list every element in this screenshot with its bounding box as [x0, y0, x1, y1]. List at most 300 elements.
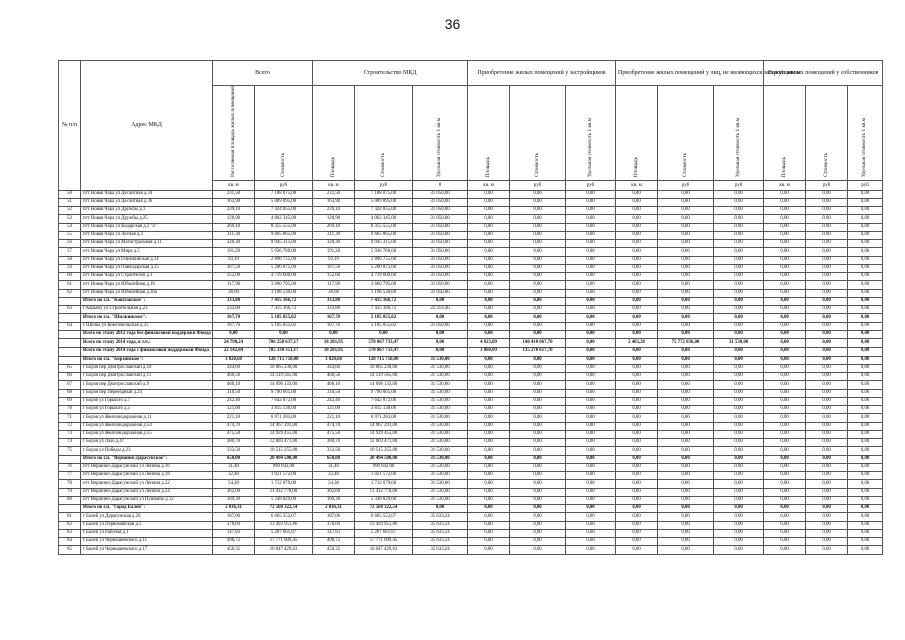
row-address: пгт Новая Чара ул Юбилейная д.18 [81, 281, 213, 289]
row-value: 14 519 565,00 [255, 373, 313, 381]
unit-cell: руб [510, 180, 566, 190]
row-value: 2 890 755,00 [355, 256, 413, 264]
row-value: 0,00 [616, 529, 658, 537]
row-value: 10 515 255,00 [355, 447, 413, 455]
row-value: 0,00 [616, 463, 658, 471]
row-value: 128,90 [213, 215, 255, 223]
row-value: 0,00 [616, 281, 658, 289]
row-value: 128,90 [313, 215, 355, 223]
row-value: 0,00 [658, 330, 714, 339]
row-value: 0,00 [468, 389, 510, 397]
row-value: 0,00 [764, 281, 806, 289]
row-value: 0,00 [616, 215, 658, 223]
row-value: 0,00 [848, 256, 883, 264]
row-value: 8 355 555,00 [255, 223, 313, 231]
row-value: 72 568 322,54 [255, 505, 313, 513]
row-value: 0,00 [616, 240, 658, 248]
row-address: г Борзя ул Железнодорожная д.55 [81, 430, 213, 438]
row-value: 0,00 [764, 496, 806, 504]
row-value: 9 665 865,00 [255, 231, 313, 239]
row-value: 4 023,89 [468, 339, 510, 348]
row-value: 32,40 [213, 472, 255, 480]
row-address: пгт Новая Чара ул Строителей д.1 [81, 273, 213, 281]
row-value: 0,00 [848, 538, 883, 546]
row-value: 0,00 [566, 297, 616, 305]
row-value: 0,00 [848, 289, 883, 297]
row-value: 0,00 [566, 223, 616, 231]
row-value: 1 712 079,00 [255, 480, 313, 488]
row-value: 0,00 [658, 273, 714, 281]
row-value: 0,00 [616, 447, 658, 455]
row-value: 0,00 [413, 314, 468, 322]
row-value: 0,00 [806, 322, 848, 330]
row-value: 0,00 [848, 207, 883, 215]
row-value: 5 338 029,00 [355, 496, 413, 504]
row-value: 0,00 [510, 356, 566, 364]
row-value: 0,00 [510, 281, 566, 289]
row-value: 0,00 [616, 231, 658, 239]
row-value: 0,00 [510, 529, 566, 537]
row-value: 2 890 755,00 [255, 256, 313, 264]
row-value: 0,00 [510, 521, 566, 529]
row-number: 73 [59, 430, 81, 438]
row-address: Итого по г.п. "Город Балей": [81, 505, 213, 513]
row-number: 66 [59, 373, 81, 381]
row-value: 0,00 [764, 463, 806, 471]
row-value: 0,00 [714, 322, 764, 330]
row-value: 0,00 [658, 480, 714, 488]
row-value: 0,00 [806, 297, 848, 305]
row-address: пгт Вершино-Дарасунский ул Ленина д.22 [81, 480, 213, 488]
row-address: Всего по этапу 2014 года с финансовой поддержкой Фонда [81, 348, 213, 357]
row-value: 0,00 [616, 430, 658, 438]
row-value: 0,00 [468, 248, 510, 256]
row-value: 0,00 [566, 480, 616, 488]
row-value: 0,00 [714, 463, 764, 471]
row-value: 0,00 [616, 496, 658, 504]
row-value: 0,00 [468, 373, 510, 381]
row-value: 31 050,00 [413, 273, 468, 281]
row-value: 7 188 075,00 [355, 190, 413, 198]
row-value: 0,00 [806, 215, 848, 223]
row-value: 0,00 [413, 297, 468, 305]
row-value: 0,00 [468, 447, 510, 455]
row-value: 0,00 [616, 480, 658, 488]
row-value: 0,00 [714, 455, 764, 463]
row-value: 0,00 [806, 207, 848, 215]
row-value: 3 660 795,00 [355, 281, 413, 289]
row-value: 22 142,84 [213, 348, 255, 357]
row-number: 75 [59, 447, 81, 455]
row-address: пгт Вершино-Дарасунский ул Ленина д.18 [81, 472, 213, 480]
row-value: 0,00 [658, 223, 714, 231]
row-value: 0,00 [566, 264, 616, 272]
row-value: 0,00 [714, 546, 764, 554]
row-value: 3 660 795,00 [255, 281, 313, 289]
row-value: 231,50 [313, 190, 355, 198]
row-value: 0,00 [806, 248, 848, 256]
row-value: 460,50 [213, 373, 255, 381]
row-value: 17 771 009,45 [355, 538, 413, 546]
row-number: 68 [59, 389, 81, 397]
row-value: 0,00 [658, 264, 714, 272]
row-value: 0,00 [566, 521, 616, 529]
row-value: 31 530,00 [413, 496, 468, 504]
row-value: 0,00 [413, 330, 468, 339]
row-value: 0,00 [510, 546, 566, 554]
row-address: пгт Новая Чара ул Олимпийская д.14 [81, 256, 213, 264]
row-address: г Балей ул Рабочая д.1 [81, 529, 213, 537]
row-value: 0,00 [714, 513, 764, 521]
row-value: 169,30 [313, 496, 355, 504]
row-value: 0,00 [468, 256, 510, 264]
row-value: 0,00 [566, 546, 616, 554]
row-value: 0,00 [616, 322, 658, 330]
row-value: 0,00 [468, 406, 510, 414]
row-value: 31 530,00 [413, 364, 468, 372]
row-value: 0,00 [566, 488, 616, 496]
row-value: 333,50 [213, 447, 255, 455]
row-value: 570 067 733,47 [355, 339, 413, 348]
row-value: 0,00 [764, 389, 806, 397]
subtotal-row [59, 348, 883, 357]
row-value: 7 642 872,00 [355, 397, 413, 405]
row-value: 147,83 [213, 529, 255, 537]
row-value: 0,00 [848, 264, 883, 272]
row-value: 0,00 [848, 488, 883, 496]
row-value: 7 642 872,00 [255, 397, 313, 405]
row-value: 0,00 [714, 297, 764, 305]
row-value: 0,00 [566, 414, 616, 422]
row-value: 0,00 [714, 364, 764, 372]
row-value: 191,20 [313, 248, 355, 256]
table-row [59, 513, 883, 521]
row-value: 0,00 [658, 439, 714, 447]
row-value: 31 530,00 [413, 463, 468, 471]
row-value: 187,06 [213, 513, 255, 521]
row-number: 59 [59, 264, 81, 272]
row-value: 0,00 [714, 231, 764, 239]
row-value: 0,00 [658, 538, 714, 546]
row-number [59, 356, 81, 364]
row-value: 0,00 [658, 373, 714, 381]
row-value: 0,00 [658, 381, 714, 389]
row-value: 0,00 [658, 463, 714, 471]
row-value: 35 633,24 [413, 529, 468, 537]
row-value: 0,00 [510, 472, 566, 480]
row-value: 0,00 [658, 397, 714, 405]
row-value: 3 860,09 [468, 348, 510, 357]
row-value: 0,00 [714, 223, 764, 231]
row-value: 17 771 009,45 [255, 538, 313, 546]
row-number: 60 [59, 273, 81, 281]
subheader-label: Удельная стоимость 1 кв.м [586, 117, 593, 178]
row-address: Итого по г.п. "Каштакское": [81, 297, 213, 305]
row-value: 0,00 [764, 439, 806, 447]
row-value: 0,00 [468, 381, 510, 389]
row-value: 0,00 [806, 190, 848, 198]
row-value: 163,90 [313, 198, 355, 206]
row-value: 0,00 [468, 472, 510, 480]
row-value: 9 790 065,00 [355, 389, 413, 397]
row-value: 0,00 [510, 248, 566, 256]
row-value: 0,00 [566, 381, 616, 389]
row-value: 0,00 [616, 373, 658, 381]
row-value: 31 530,00 [413, 430, 468, 438]
row-value: 344,60 [313, 364, 355, 372]
row-value: 31 530,00 [413, 439, 468, 447]
row-value: 0,00 [806, 538, 848, 546]
row-value: 0,00 [616, 505, 658, 513]
row-value: 0,00 [468, 414, 510, 422]
row-value: 187,06 [313, 513, 355, 521]
row-value: 0,00 [255, 330, 313, 339]
row-address: пгт Новая Чара ул Десантная д.34 [81, 190, 213, 198]
table-row [59, 190, 883, 198]
row-value: 0,00 [714, 496, 764, 504]
row-value: 0,00 [764, 364, 806, 372]
subtotal-row [59, 505, 883, 513]
row-value: 0,00 [806, 505, 848, 513]
row-value: 0,00 [848, 248, 883, 256]
table-row [59, 264, 883, 272]
row-value: 0,00 [764, 248, 806, 256]
row-address: пгт Новая Чара ул Мира д.5 [81, 248, 213, 256]
row-value: 0,00 [658, 215, 714, 223]
row-value: 450,35 [313, 546, 355, 554]
row-address: г Борзя пер Дмитрославский д.10 [81, 364, 213, 372]
row-value: 0,00 [468, 513, 510, 521]
row-value: 0,00 [848, 447, 883, 455]
row-value: 0,00 [468, 198, 510, 206]
row-value: 0,00 [806, 306, 848, 314]
header-vsego: Всего [213, 61, 313, 86]
subheader-label: Площадь [632, 156, 639, 178]
row-number: 82 [59, 521, 81, 529]
row-value: 0,00 [764, 330, 806, 339]
table-row [59, 447, 883, 455]
row-value: 0,00 [616, 223, 658, 231]
unit-cell: руб [658, 180, 714, 190]
row-value: 0,00 [714, 373, 764, 381]
row-value: 0,00 [616, 546, 658, 554]
row-value: 0,00 [616, 455, 658, 463]
row-value: 0,00 [764, 207, 806, 215]
subheader-label: Стоимость [681, 153, 688, 178]
row-value: 0,00 [510, 240, 566, 248]
row-value: 0,00 [468, 330, 510, 339]
row-value: 0,00 [468, 215, 510, 223]
row-address: пгт Новая Чара ул Юбилейная д.30а [81, 289, 213, 297]
row-value: 5 089 095,00 [255, 198, 313, 206]
row-value: 0,00 [510, 538, 566, 546]
row-value: 31 530,00 [413, 488, 468, 496]
row-value: 0,00 [848, 422, 883, 430]
header-priobretenie-zastr: Приобретение жилых помещений у застройщиков [468, 61, 616, 86]
subheader-cell [714, 86, 764, 181]
row-value: 14 929 455,00 [255, 430, 313, 438]
row-value: 705 338 351,17 [255, 348, 313, 357]
subheader-label: Удельная стоимость 1 кв.м [436, 117, 443, 178]
row-value: 0,00 [616, 488, 658, 496]
row-address: г Борзя пер Дмитрославский д.11 [81, 373, 213, 381]
table-row [59, 463, 883, 471]
header-address: Адрес МКД [81, 61, 213, 191]
unit-cell: кв. м [616, 180, 658, 190]
row-value: 0,00 [468, 521, 510, 529]
subheader-cell [355, 86, 413, 181]
row-address: г Борзя ул Горького д.5 [81, 406, 213, 414]
row-value: 0,00 [848, 364, 883, 372]
row-value: 72 568 322,54 [355, 505, 413, 513]
row-value: 0,00 [566, 455, 616, 463]
row-value: 0,00 [616, 306, 658, 314]
row-value: 0,00 [658, 472, 714, 480]
row-value: 466,10 [213, 381, 255, 389]
row-value: 0,00 [658, 356, 714, 364]
row-value: 0,00 [510, 289, 566, 297]
row-value: 0,00 [566, 273, 616, 281]
row-value: 650,00 [213, 455, 255, 463]
row-value: 310,50 [213, 389, 255, 397]
row-value: 31 050,00 [413, 231, 468, 239]
table-row [59, 538, 883, 546]
row-value: 5 185 055,02 [355, 322, 413, 330]
row-value: 0,00 [413, 348, 468, 357]
row-value: 0,00 [764, 538, 806, 546]
row-value: 13 493 951,86 [255, 521, 313, 529]
row-number: 65 [59, 364, 81, 372]
row-value: 0,00 [510, 406, 566, 414]
row-value: 14 696 133,00 [355, 381, 413, 389]
row-address: г Борзя ул Победы д.23 [81, 447, 213, 455]
row-number [59, 297, 81, 305]
row-value: 0,00 [658, 256, 714, 264]
row-value: 0,00 [658, 306, 714, 314]
row-value: 0,00 [510, 364, 566, 372]
row-value: 0,00 [848, 480, 883, 488]
row-value: 0,00 [566, 538, 616, 546]
row-value: 0,00 [764, 381, 806, 389]
row-value: 0,00 [616, 264, 658, 272]
row-value: 0,00 [806, 488, 848, 496]
row-value: 380,70 [313, 439, 355, 447]
row-value: 0,00 [848, 496, 883, 504]
table-row [59, 546, 883, 554]
row-value: 0,00 [764, 314, 806, 322]
row-address: пгт Новая Чара ул Дружбы д.1 [81, 207, 213, 215]
row-value: 0,00 [764, 322, 806, 330]
row-value: 9 945 315,00 [255, 240, 313, 248]
row-value: 7 415 166,72 [255, 306, 313, 314]
row-number [59, 314, 81, 322]
row-number [59, 339, 81, 348]
row-value: 0,00 [616, 314, 658, 322]
row-value: 0,00 [848, 381, 883, 389]
row-value: 0,00 [468, 314, 510, 322]
row-value: 0,00 [510, 314, 566, 322]
row-value: 0,00 [510, 430, 566, 438]
row-value: 0,00 [616, 422, 658, 430]
table-row [59, 389, 883, 397]
row-value: 0,00 [806, 439, 848, 447]
table-row [59, 364, 883, 372]
row-value: 1 198 530,00 [255, 289, 313, 297]
row-number [59, 505, 81, 513]
row-value: 0,00 [468, 529, 510, 537]
row-value: 0,00 [764, 480, 806, 488]
row-number: 85 [59, 546, 81, 554]
row-value: 311,30 [313, 231, 355, 239]
row-value: 16 047 429,63 [355, 546, 413, 554]
table-row [59, 472, 883, 480]
row-value: 4 002 345,00 [355, 215, 413, 223]
row-value: 7 415 166,72 [355, 297, 413, 305]
row-value: 0,00 [510, 330, 566, 339]
row-value: 167,50 [213, 264, 255, 272]
row-value: 0,00 [764, 240, 806, 248]
row-value: 7 415 166,72 [355, 306, 413, 314]
row-value: 0,00 [566, 240, 616, 248]
row-value: 0,00 [566, 256, 616, 264]
subheader-cell [313, 86, 355, 181]
row-value: 135 270 617,70 [510, 348, 566, 357]
row-value: 221,10 [213, 414, 255, 422]
row-number: 80 [59, 496, 81, 504]
row-value: 0,00 [616, 472, 658, 480]
row-value: 0,00 [566, 373, 616, 381]
unit-cell: кв. м [213, 180, 255, 190]
table-row [59, 223, 883, 231]
row-value: 14 696 133,00 [255, 381, 313, 389]
row-value: 0,00 [848, 223, 883, 231]
row-value: 0,00 [468, 273, 510, 281]
subtotal-row [59, 339, 883, 348]
row-address: пгт Новая Чара ул Кодарская д.2 "а" [81, 223, 213, 231]
row-value: 0,00 [764, 472, 806, 480]
row-value: 0,00 [566, 339, 616, 348]
subheader-label: Стоимость [379, 153, 386, 178]
row-value: 0,00 [658, 496, 714, 504]
row-value: 0,00 [313, 330, 355, 339]
row-value: 0,00 [848, 273, 883, 281]
row-value: 0,00 [566, 348, 616, 357]
row-value: 0,00 [510, 513, 566, 521]
row-value: 0,00 [468, 207, 510, 215]
row-value: 0,00 [764, 430, 806, 438]
row-value: 0,00 [806, 397, 848, 405]
row-value: 7 415 166,72 [255, 297, 313, 305]
row-value: 0,00 [566, 330, 616, 339]
row-address: г Шилка ул Комсомольская д.25 [81, 322, 213, 330]
row-value: 0,00 [848, 281, 883, 289]
row-value: 31 530,00 [413, 414, 468, 422]
row-value: 5 267 661,87 [255, 529, 313, 537]
row-value: 0,00 [510, 496, 566, 504]
row-value: 0,00 [658, 198, 714, 206]
subheader-cell [255, 86, 313, 181]
row-value: 163,90 [213, 198, 255, 206]
row-value: 0,00 [806, 381, 848, 389]
row-number: 81 [59, 513, 81, 521]
row-value: 0,00 [764, 264, 806, 272]
row-value: 0,00 [510, 215, 566, 223]
row-value: 121,00 [313, 406, 355, 414]
row-value: 6 971 283,00 [355, 414, 413, 422]
row-value: 5 185 055,02 [355, 314, 413, 322]
subtotal-row [59, 330, 883, 339]
row-value: 140 410 067,70 [510, 339, 566, 348]
